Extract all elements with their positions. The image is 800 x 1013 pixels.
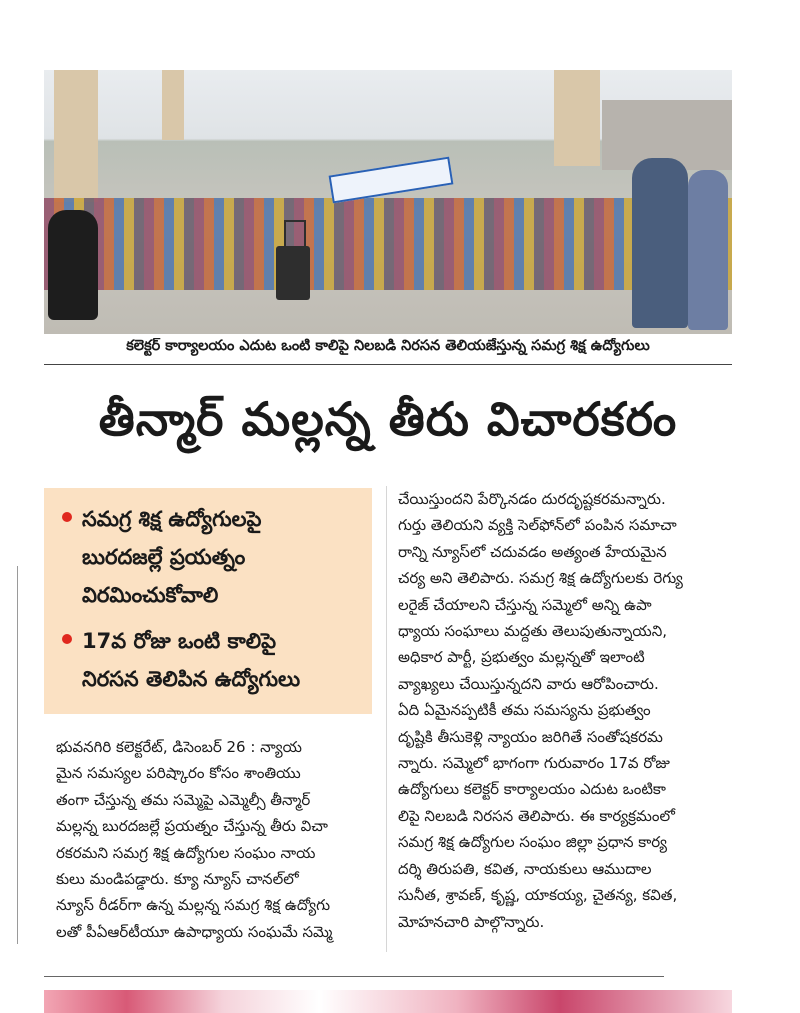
highlight-line: సమగ్ర శిక్ష ఉద్యోగులపై (82, 507, 262, 531)
body-line: ఏది ఏమైనప్పటికీ తమ సమస్యను ప్రభుత్వం (398, 701, 651, 720)
body-line: చర్య అని తెలిపారు. సమగ్ర శిక్ష ఉద్యోగులకు రెగ్యు (398, 569, 683, 588)
body-line: లరైజ్ చేయాలని చేస్తున్న సమ్మెలో అన్ని ఉపా (398, 595, 652, 614)
news-photo (44, 70, 732, 334)
protest-banner (329, 157, 454, 204)
body-line: తంగా చేస్తున్న తమ సమ్మెపై ఎమ్మెల్సీ తీన్మార్ (56, 790, 311, 809)
article-end-rule (44, 976, 664, 977)
body-line: లిపై నిలబడి నిరసన తెలిపారు. ఈ కార్యక్రమంలో (398, 806, 675, 825)
bullet-icon (62, 634, 72, 644)
body-line: చేయిస్తుందని పేర్కొనడం దురదృష్టకరమన్నారు. (398, 490, 666, 508)
body-line: న్యూస్ రీడర్‌గా ఉన్న మల్లన్న సమగ్ర శిక్ష ఉద్యోగు (56, 896, 331, 915)
body-line: మైన సమస్యల పరిష్కారం కోసం శాంతియు (56, 764, 301, 783)
highlight-line: బురదజల్లే ప్రయత్నం (82, 545, 246, 569)
body-line: న్నారు. సమ్మెలో భాగంగా గురువారం 17వ రోజు (398, 754, 670, 773)
body-line: అధికార పార్టీ, ప్రభుత్వం మల్లన్నతో ఇలాంటి (398, 648, 645, 667)
protest-crowd (44, 198, 732, 290)
body-line: లతో పీఏఆర్‌టీయూ ఉపాధ్యాయ సంఘమే సమ్మె (56, 922, 333, 941)
highlight-item (58, 622, 362, 698)
body-line: వ్యాఖ్యలు చేయిస్తున్నదని వారు ఆరోపించారు. (398, 674, 659, 693)
margin-rule (17, 566, 18, 944)
person-figure (688, 170, 728, 330)
body-line: మల్లన్న బురదజల్లే ప్రయత్నం చేస్తున్న తీరు విచా (56, 817, 328, 836)
body-line: భువనగిరి కలెక్టరేట్, డిసెంబర్ 26 : న్యాయ (56, 738, 302, 756)
person-figure (48, 210, 98, 320)
body-line: ఉద్యోగులు కలెక్టర్ కార్యాలయం ఎదుట ఒంటికా (398, 780, 666, 799)
next-article-photo-strip (44, 990, 732, 1013)
body-line: కులు మండిపడ్డారు. క్యూ న్యూస్ చానల్‌లో (56, 870, 299, 889)
body-line: సునీత, శ్రావణ్, కృష్ణ, యాకయ్య, చైతన్య, కవిత, (398, 886, 678, 905)
bullet-icon (62, 512, 72, 522)
gate-pillar (554, 70, 600, 166)
highlight-line: విరమించుకోవాలి (82, 583, 219, 607)
article-column-right (398, 486, 734, 935)
gate-pillar (54, 70, 98, 202)
body-line: దర్శి తిరుపతి, కవిత, నాయకులు ఆముదాల (398, 859, 652, 878)
body-line: ధ్యాయ సంఘాలు మద్దతు తెలుపుతున్నాయని, (398, 622, 668, 641)
trolley-speaker (276, 246, 310, 300)
highlight-line: నిరసన తెలిపిన ఉద్యోగులు (82, 667, 301, 691)
body-line: సమగ్ర శిక్ష ఉద్యోగుల సంఘం జిల్లా ప్రధాన కార్య (398, 833, 668, 852)
highlight-line: 17వ రోజు ఒంటి కాలిపై (82, 629, 277, 653)
photo-caption: కలెక్టర్ కార్యాలయం ఎదుట ఒంటి కాలిపై నిలబడి నిరసన తెలియజేస్తున్న సమగ్ర శిక్ష ఉద్యోగులు (44, 338, 732, 365)
article-column-left (56, 734, 374, 945)
column-divider (386, 486, 387, 952)
headline: తీన్మార్ మల్లన్న తీరు విచారకరం (98, 392, 678, 446)
gate-pillar (162, 70, 184, 140)
body-line: రకరమని సమగ్ర శిక్ష ఉద్యోగుల సంఘం నాయ (56, 843, 316, 862)
body-line: మోహనచారి పాల్గొన్నారు. (398, 912, 545, 931)
highlights-box (44, 488, 372, 714)
body-line: దృష్టికి తీసుకెళ్లి న్యాయం జరిగితే సంతోషకరమ (398, 727, 663, 746)
body-line: రాన్ని న్యూస్‌లో చదువడం అత్యంత హేయమైన (398, 542, 667, 561)
person-figure (632, 158, 688, 328)
highlight-item (58, 500, 362, 614)
body-line: గుర్తు తెలియని వ్యక్తి సెల్‌ఫోన్‌లో పంపిన సమాచా (398, 516, 677, 535)
